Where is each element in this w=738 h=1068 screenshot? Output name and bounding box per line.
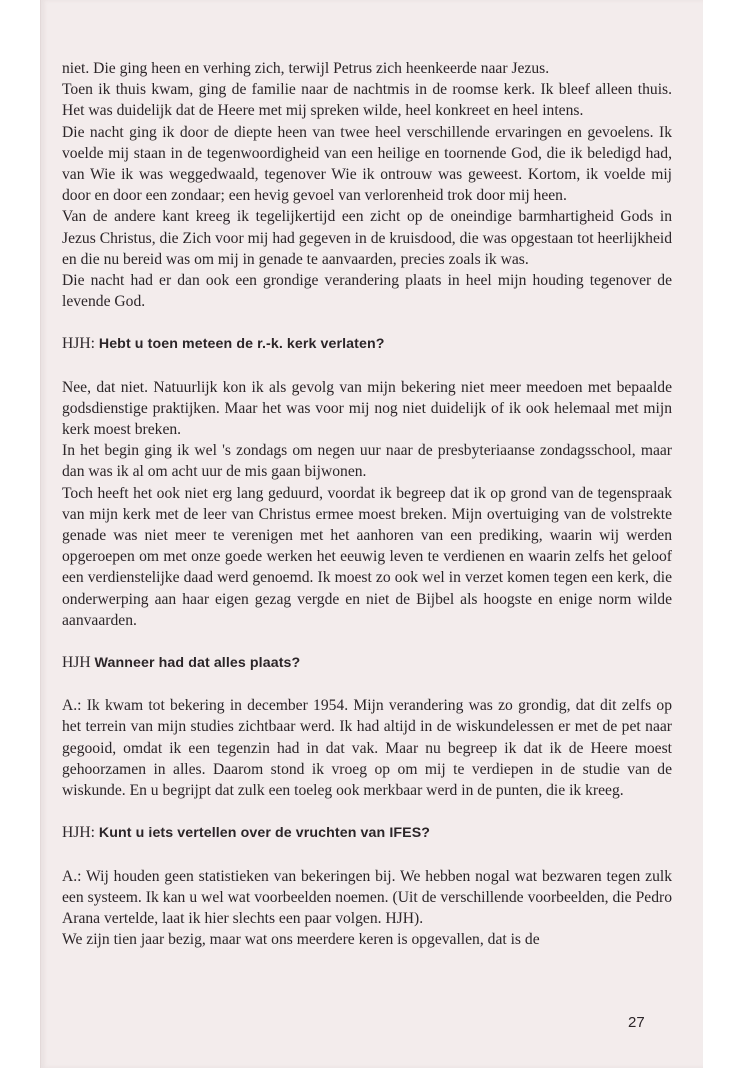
interview-question	[62, 333, 672, 355]
paragraph: A.: Ik kwam tot bekering in december 1954. Mijn verandering was zo grondig, dat dit zelfs op het terrein van mijn studies zichtbaar werd. Ik had altijd in de wiskundelessen er met de pet naar gegooid, omdat ik een tegenzin had in dat vak. Maar nu begreep ik dat ik de Heere moest gehoorzamen in alles. Daarom stond ik vroeg op om mij te verdiepen in de studie van de wiskunde. En u begrijpt dat zulk een toeleg ook merkbaar werd in de punten, die ik kreeg.	[62, 697, 672, 800]
spacer	[62, 801, 672, 822]
spacer	[62, 356, 672, 377]
question-text: Hebt u toen meteen de r.-k. kerk verlaten?	[98, 336, 385, 353]
question-text: Wanneer had dat alles plaats?	[94, 655, 301, 672]
paragraph: In het begin ging ik wel 's zondags om negen uur naar de presbyteriaanse zondagsschool, maar dan was ik al om acht uur de mis gaan bijwonen.	[62, 442, 672, 481]
question-speaker: HJH:	[62, 335, 95, 353]
spacer	[62, 674, 672, 695]
paragraph: Nee, dat niet. Natuurlijk kon ik als gevolg van mijn bekering niet meer meedoen met bepaalde godsdienstige praktijken. Maar het was voor mij nog niet duidelijk of ik ook helemaal met mijn kerk moest breken.	[62, 378, 672, 439]
paragraph: Toen ik thuis kwam, ging de familie naar de nachtmis in de roomse kerk. Ik bleef alleen thuis. Het was duidelijk dat de Heere met mij spreken wilde, heel konkreet en heel intens.	[62, 81, 672, 120]
spacer	[62, 312, 672, 333]
spacer	[62, 845, 672, 866]
paragraph: niet. Die ging heen en verhing zich, terwijl Petrus zich heenkeerde naar Jezus.	[62, 60, 550, 77]
interview-question	[62, 822, 672, 844]
section-leaving-church	[62, 377, 672, 631]
section-ifes-fruits	[62, 866, 672, 951]
question-speaker: HJH	[62, 654, 91, 672]
spacer	[62, 631, 672, 652]
page-number: 27	[628, 1014, 645, 1031]
paragraph: We zijn tien jaar bezig, maar wat ons meerdere keren is opgevallen, dat is de	[62, 931, 540, 949]
interview-question	[62, 652, 672, 674]
paragraph: Van de andere kant kreeg ik tegelijkertijd een zicht op de oneindige barmhartigheid Gods in Jezus Christus, die Zich voor mij had gegeven in de kruisdood, die was opgestaan tot heerlijkheid en die nu bereid was om mij in genade te aanvaarden, precies zoals ik was.	[62, 208, 672, 268]
paragraph: Die nacht had er dan ook een grondige verandering plaats in heel mijn houding tegenover de levende God.	[62, 272, 672, 311]
section-conversion-date	[62, 695, 672, 801]
question-text: Kunt u iets vertellen over de vruchten van IFES?	[98, 825, 431, 842]
section-testimony-night	[62, 58, 672, 312]
paragraph: Die nacht ging ik door de diepte heen van twee heel verschillende ervaringen en gevoelens. Ik voelde mij staan in de tegenwoordigheid van een heilige en toornende God, die ik beledigd had, van Wie ik was weggedwaald, tegenover Wie ik ontrouw was geweest. Kortom, ik voelde mij door en door een zondaar; een hevig gevoel van verlorenheid trok door mij heen.	[62, 123, 672, 205]
paragraph: A.: Wij houden geen statistieken van bekeringen bij. We hebben nogal wat bezwaren tegen zulk een systeem. Ik kan u wel wat voorbeelden noemen. (Uit de verschillende voorbeelden, die Pedro Arana vertelde, laat ik hier slechts een paar volgen. HJH).	[62, 867, 672, 927]
paragraph: Toch heeft het ook niet erg lang geduurd, voordat ik begreep dat ik op grond van de tegenspraak van mijn kerk met de leer van Christus ermee moest breken. Mijn overtuiging van de volstrekte genade was niet meer te verenigen met het aanhoren van een prediking, waarin wij werden opgeroepen om met onze goede werken het eeuwig leven te verdienen en waarin zelfs het geloof een verdienstelijke daad werd genoemd. Ik moest zo ook wel in verzet komen tegen een kerk, die onderwerping aan haar eigen gezag vergde en niet de Bijbel als hoogste en enige norm wilde aanvaarden.	[62, 484, 672, 629]
question-speaker: HJH:	[62, 824, 95, 842]
page-body	[62, 58, 672, 950]
